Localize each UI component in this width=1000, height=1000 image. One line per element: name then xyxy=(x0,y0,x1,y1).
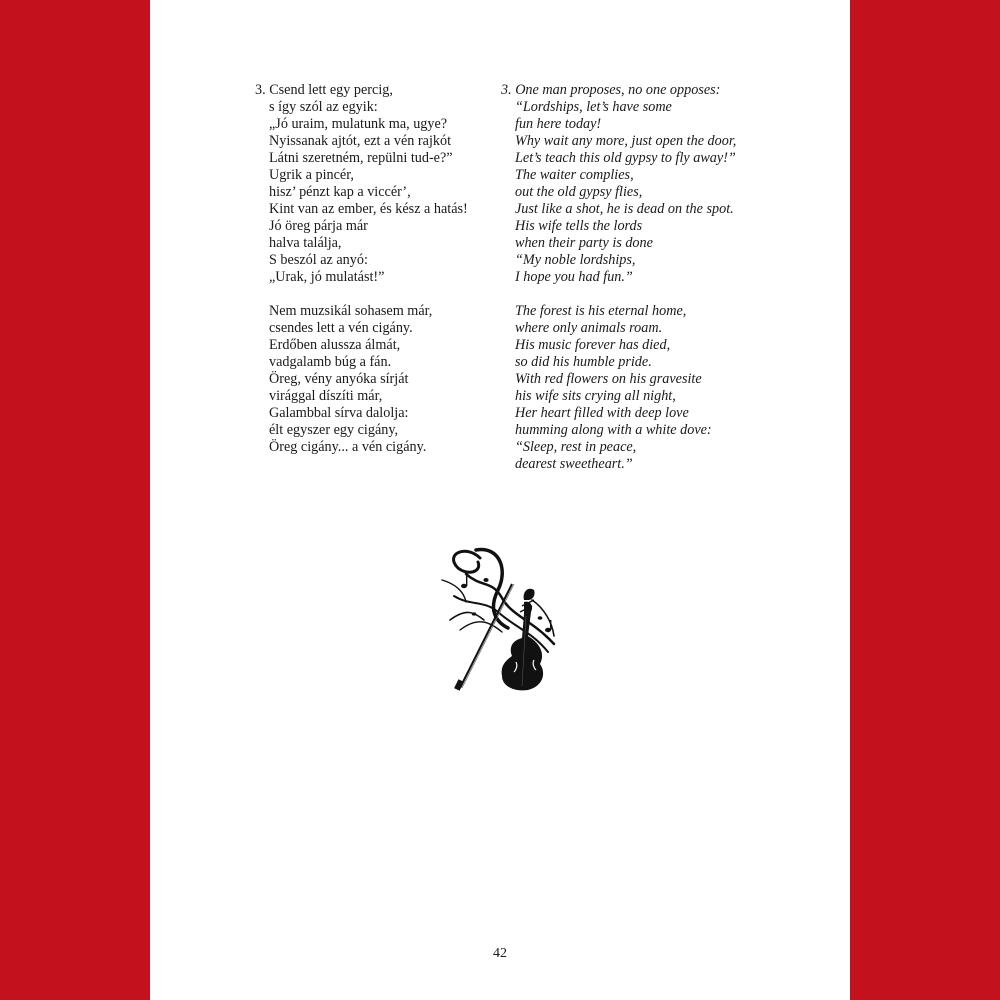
lyric-line: humming along with a white dove: xyxy=(515,422,712,438)
lyric-line: s így szól az egyik: xyxy=(269,99,378,115)
lyric-line: Her heart filled with deep love xyxy=(515,405,689,421)
violin-icon xyxy=(436,540,570,696)
hungarian-stanza-2 xyxy=(255,303,495,456)
lyric-line: 3. Csend lett egy percig, xyxy=(255,82,393,98)
lyric-line: „Urak, jó mulatást!” xyxy=(269,269,385,285)
english-lyrics xyxy=(501,82,761,473)
lyric-line: virággal díszíti már, xyxy=(269,388,383,404)
lyric-line: Látni szeretném, repülni tud-e?” xyxy=(269,150,453,166)
lyric-line: The forest is his eternal home, xyxy=(515,303,687,319)
lyric-line: S beszól az anyó: xyxy=(269,252,368,268)
lyric-line: „Jó uraim, mulatunk ma, ugye? xyxy=(269,116,448,132)
lyric-line: “Sleep, rest in peace, xyxy=(515,439,637,455)
lyric-line: vadgalamb búg a fán. xyxy=(269,354,392,370)
lyric-line: His music forever has died, xyxy=(515,337,671,353)
lyric-line: hisz’ pénzt kap a viccér’, xyxy=(269,184,411,200)
lyric-line: Kint van az ember, és kész a hatás! xyxy=(269,201,468,217)
lyric-line: Nem muzsikál sohasem már, xyxy=(269,303,433,319)
lyric-line: Why wait any more, just open the door, xyxy=(515,133,737,149)
lyric-line: out the old gypsy flies, xyxy=(515,184,643,200)
lyric-line: Ugrik a pincér, xyxy=(269,167,354,183)
lyric-line: where only animals roam. xyxy=(515,320,663,336)
english-stanza-2 xyxy=(501,303,761,473)
lyric-line: élt egyszer egy cigány, xyxy=(269,422,399,438)
hungarian-stanza-1 xyxy=(255,82,495,286)
lyric-line: The waiter complies, xyxy=(515,167,634,183)
lyric-line: Erdőben alussza álmát, xyxy=(269,337,401,353)
lyric-line: Galambbal sírva dalolja: xyxy=(269,405,409,421)
lyric-line: 3. One man proposes, no one opposes: xyxy=(501,82,721,98)
lyric-line: “My noble lordships, xyxy=(515,252,636,268)
lyric-line: when their party is done xyxy=(515,235,653,251)
lyric-line: Jó öreg párja már xyxy=(269,218,368,234)
lyric-line: Öreg cigány... a vén cigány. xyxy=(269,439,427,455)
english-stanza-1 xyxy=(501,82,761,286)
hungarian-lyrics xyxy=(255,82,495,456)
lyric-line: Nyissanak ajtót, ezt a vén rajkót xyxy=(269,133,452,149)
lyric-line: Just like a shot, he is dead on the spot. xyxy=(515,201,734,217)
lyric-line: so did his humble pride. xyxy=(515,354,652,370)
lyric-line: His wife tells the lords xyxy=(515,218,643,234)
lyric-line: dearest sweetheart.” xyxy=(515,456,633,472)
lyric-line: halva találja, xyxy=(269,235,342,251)
page-number: 42 xyxy=(493,946,507,961)
lyric-line: I hope you had fun.” xyxy=(515,269,633,285)
lyric-line: “Lordships, let’s have some xyxy=(515,99,672,115)
left-red-band xyxy=(0,0,150,1000)
lyric-line: With red flowers on his gravesite xyxy=(515,371,702,387)
lyric-line: Öreg, vény anyóka sírját xyxy=(269,371,409,387)
lyric-line: Let’s teach this old gypsy to fly away!” xyxy=(515,150,736,166)
lyric-line: csendes lett a vén cigány. xyxy=(269,320,413,336)
right-red-band xyxy=(850,0,1000,1000)
lyric-line: his wife sits crying all night, xyxy=(515,388,676,404)
lyric-line: fun here today! xyxy=(515,116,602,132)
